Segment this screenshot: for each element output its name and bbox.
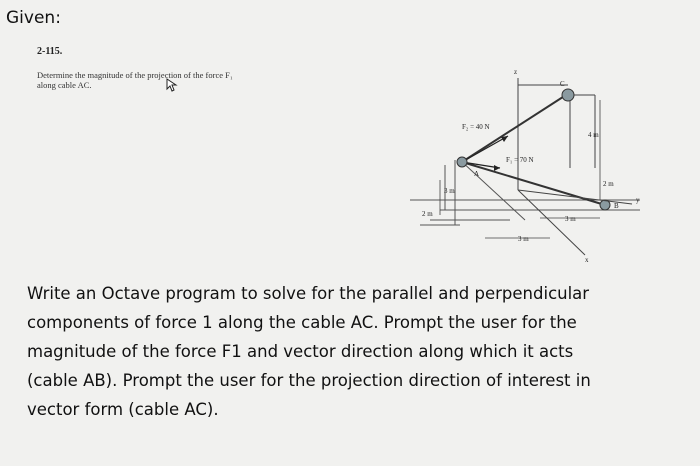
- task-line-4: (cable AB). Prompt the user for the projection direction of interest in: [27, 371, 591, 390]
- point-a-icon: [457, 157, 467, 167]
- y-axis: [518, 190, 632, 204]
- problem-number: 2-115.: [37, 46, 63, 57]
- task-line-1: Write an Octave program to solve for the parallel and perpendicular: [27, 284, 590, 303]
- dim-3m-left-label: 3 m: [444, 187, 455, 195]
- dim-3m-bottom-label: 3 m: [518, 235, 529, 243]
- f2-arrow: [462, 136, 508, 162]
- y-axis-label: y: [636, 196, 640, 204]
- point-a-label: A: [474, 170, 480, 178]
- point-c-icon: [562, 89, 574, 101]
- problem-line-1: Determine the magnitude of the projection of the force F₁: [37, 70, 233, 80]
- mouse-cursor-icon: [166, 78, 178, 92]
- point-b-label: B: [614, 202, 619, 210]
- task-instructions: [27, 279, 687, 424]
- dim-2m-right-label: 2 m: [603, 180, 614, 188]
- problem-statement: [37, 70, 337, 90]
- problem-line-2: along cable AC.: [37, 80, 92, 90]
- dim-3m-right-label: 3 m: [565, 215, 576, 223]
- f2-label: F₂ = 40 N: [462, 123, 490, 131]
- task-line-2: components of force 1 along the cable AC. Prompt the user for the: [27, 313, 577, 332]
- f1-label: F₁ = 70 N: [506, 156, 534, 164]
- dim-4m-label: 4 m: [588, 131, 599, 139]
- dimension-lines: [440, 100, 600, 238]
- z-axis-label: z: [514, 68, 518, 76]
- dim-2m-left-label: 2 m: [422, 210, 433, 218]
- given-heading: Given:: [6, 8, 61, 28]
- point-c-label: C: [560, 80, 565, 88]
- task-line-3: magnitude of the force F1 and vector direction along which it acts: [27, 342, 574, 361]
- f1-arrowhead: [494, 165, 500, 171]
- statics-figure: [400, 50, 660, 275]
- task-line-5: vector form (cable AC).: [27, 400, 219, 419]
- x-axis-label: x: [585, 256, 589, 264]
